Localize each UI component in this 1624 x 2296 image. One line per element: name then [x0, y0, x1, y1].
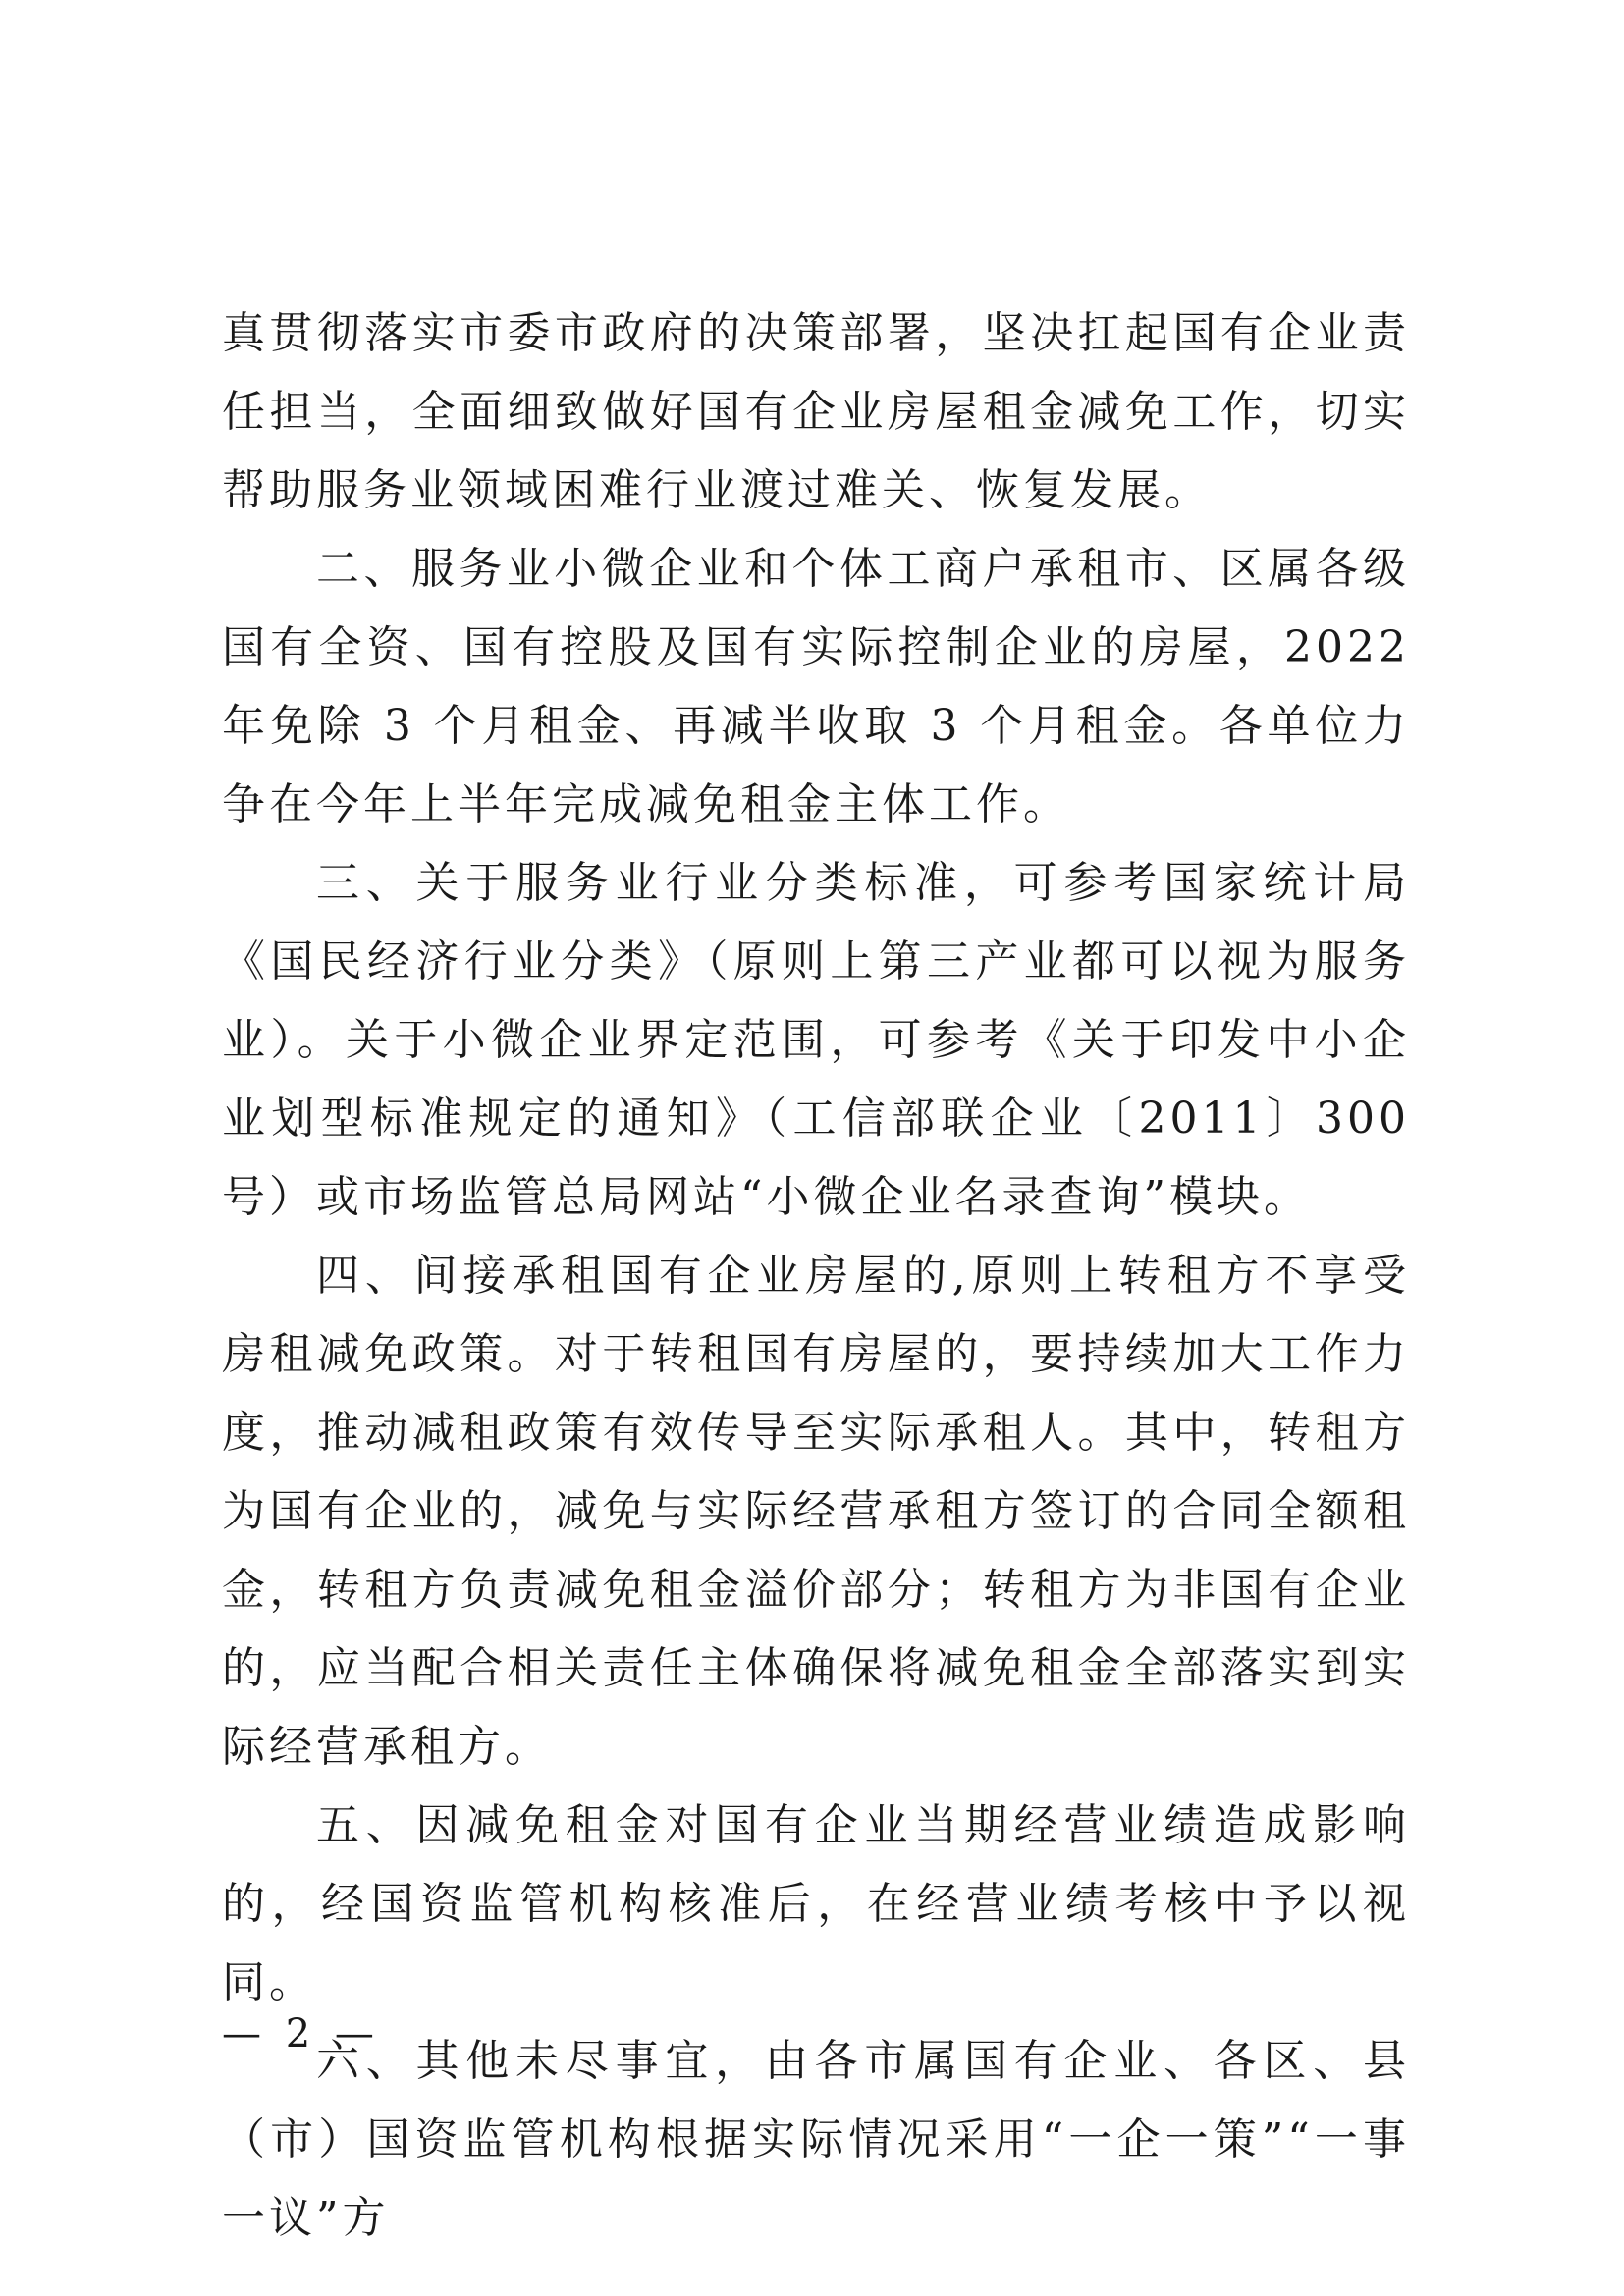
page-number: — 2 —	[222, 2011, 380, 2056]
paragraph-continuation: 真贯彻落实市委市政府的决策部署，坚决扛起国有企业责任担当，全面细致做好国有企业房屋租金减免工作，切实帮助服务业领域困难行业渡过难关、恢复发展。	[222, 308, 1410, 515]
body-text	[222, 294, 1410, 2258]
paragraph-item-5: 五、因减免租金对国有企业当期经营业绩造成影响的，经国资监管机构核准后，在经营业绩考核中予以视同。	[222, 1800, 1410, 2007]
paragraph-item-4: 四、间接承租国有企业房屋的,原则上转租方不享受房租减免政策。对于转租国有房屋的，要持续加大工作力度，推动减租政策有效传导至实际承租人。其中，转租方为国有企业的，减免与实际经营承租方签订的合同全额租金，转租方负责减免租金溢价部分；转租方为非国有企业的，应当配合相关责任主体确保将减免租金全部落实到实际经营承租方。	[222, 1251, 1410, 1772]
paragraph-item-2: 二、服务业小微企业和个体工商户承租市、区属各级国有全资、国有控股及国有实际控制企业的房屋，2022 年免除 3 个月租金、再减半收取 3 个月租金。各单位力争在今年上半年完成减免租金主体工作。	[222, 544, 1410, 829]
paragraph-item-6: 六、其他未尽事宜，由各市属国有企业、各区、县（市）国资监管机构根据实际情况采用“一企一策”“一事一议”方	[222, 2036, 1410, 2243]
paragraph-item-3: 三、关于服务业行业分类标准，可参考国家统计局《国民经济行业分类》（原则上第三产业都可以视为服务业）。关于小微企业界定范围，可参考《关于印发中小企业划型标准规定的通知》（工信部联企业〔2011〕300 号）或市场监管总局网站“小微企业名录查询”模块。	[222, 858, 1410, 1222]
